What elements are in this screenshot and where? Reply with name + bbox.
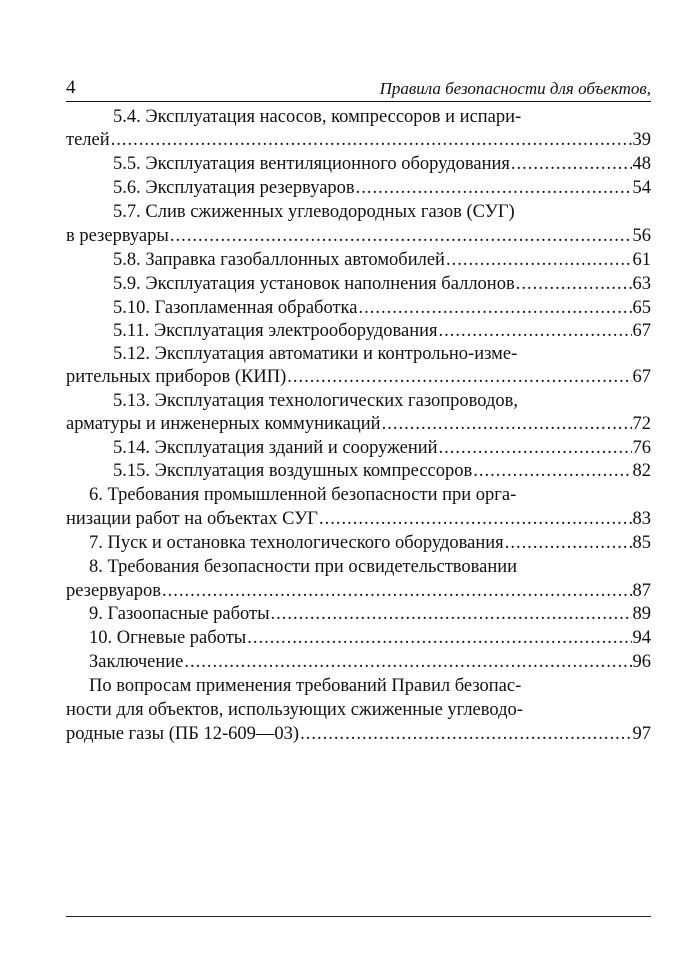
leader-dots: [162, 580, 631, 602]
toc-line: [113, 153, 651, 175]
toc-entry-text: 5.12. Эксплуатация автоматики и контрольно-изме-: [113, 344, 518, 364]
toc-line: [66, 366, 651, 388]
toc-entry-text: 10. Огневые работы: [89, 628, 247, 648]
toc-line: [113, 437, 651, 459]
toc-line: [89, 651, 651, 673]
leader-dots: [300, 723, 631, 745]
leader-dots: [184, 651, 631, 673]
toc-line: [89, 484, 651, 506]
toc-line: [66, 129, 651, 151]
toc-page-number: 48: [632, 154, 651, 174]
toc-line: [66, 699, 651, 721]
leader-dots: [247, 627, 631, 649]
toc-entry-text: 5.4. Эксплуатация насосов, компрессоров и испари-: [113, 107, 522, 127]
toc-page-number: 85: [632, 533, 651, 553]
toc-page-number: 89: [632, 604, 651, 624]
toc-line: [113, 460, 651, 482]
toc-line: [113, 320, 651, 342]
toc-entry-text: резервуаров: [66, 581, 162, 601]
leader-dots: [358, 297, 631, 319]
leader-dots: [287, 366, 631, 388]
toc-page-number: 54: [632, 178, 651, 198]
leader-dots: [446, 249, 632, 271]
toc-page-number: 72: [632, 414, 651, 434]
toc-entry-text: рительных приборов (КИП): [66, 367, 287, 387]
toc-entry-text: 5.14. Эксплуатация зданий и сооружений: [113, 438, 438, 458]
toc-entry-text: 5.13. Эксплуатация технологических газопроводов,: [113, 391, 519, 411]
toc-page-number: 97: [632, 724, 651, 744]
leader-dots: [439, 320, 632, 342]
leader-dots: [271, 603, 632, 625]
leader-dots: [356, 177, 632, 199]
toc-line: [113, 106, 651, 128]
toc-entry-text: 5.7. Слив сжиженных углеводородных газов (СУГ): [113, 202, 515, 222]
toc-line: [113, 343, 651, 365]
leader-dots: [319, 508, 632, 530]
toc-page-number: 67: [632, 321, 651, 341]
toc-line: [89, 627, 651, 649]
toc-page-number: 61: [632, 250, 651, 270]
toc-page-number: 39: [632, 130, 651, 150]
toc-page-number: 67: [632, 367, 651, 387]
toc-entry-text: 5.6. Эксплуатация резервуаров: [113, 178, 355, 198]
toc-line: [113, 201, 651, 223]
toc-entry-text: 7. Пуск и остановка технологического оборудования: [89, 533, 504, 553]
toc-entry-text: родные газы (ПБ 12-609—03): [66, 724, 300, 744]
toc-line: [113, 177, 651, 199]
toc-entry-text: ности для объектов, использующих сжиженные углеводо-: [66, 700, 523, 720]
toc-entry-text: низации работ на объектах СУГ: [66, 509, 318, 529]
toc-line: [66, 508, 651, 530]
leader-dots: [111, 129, 632, 151]
footer-rule: [66, 916, 651, 917]
toc-line: [89, 603, 651, 625]
leader-dots: [511, 153, 632, 175]
toc-entry-text: 5.5. Эксплуатация вентиляционного оборудования: [113, 154, 510, 174]
toc-line: [66, 580, 651, 602]
leader-dots: [473, 460, 631, 482]
leader-dots: [505, 532, 632, 554]
toc-entry-text: 8. Требования безопасности при освидетельствовании: [89, 557, 518, 577]
toc-page-number: 63: [632, 274, 651, 294]
toc-entry-text: 5.15. Эксплуатация воздушных компрессоров: [113, 461, 473, 481]
page-number: 4: [66, 77, 76, 98]
leader-dots: [439, 437, 632, 459]
toc-page-number: 76: [632, 438, 651, 458]
toc-page-number: 82: [632, 461, 651, 481]
toc-entry-text: 5.8. Заправка газобаллонных автомобилей: [113, 250, 445, 270]
toc-entry-text: 9. Газоопасные работы: [89, 604, 270, 624]
leader-dots: [516, 273, 632, 295]
leader-dots: [170, 225, 632, 247]
toc-entry-text: 6. Требования промышленной безопасности при орга-: [89, 485, 517, 505]
toc-page-number: 65: [632, 298, 651, 318]
toc-entry-text: Заключение: [89, 652, 184, 672]
toc-page-number: 83: [632, 509, 651, 529]
toc-line: [113, 273, 651, 295]
toc-line: [66, 723, 651, 745]
toc-page-number: 87: [632, 581, 651, 601]
toc-entry-text: арматуры и инженерных коммуникаций: [66, 414, 381, 434]
toc-entry-text: 5.11. Эксплуатация электрооборудования: [113, 321, 438, 341]
running-title: Правила безопасности для объектов,: [379, 79, 651, 98]
toc-line: [66, 413, 651, 435]
page-header: [66, 79, 651, 102]
toc-entry-text: 5.10. Газопламенная обработка: [113, 298, 358, 318]
toc-entry-text: 5.9. Эксплуатация установок наполнения баллонов: [113, 274, 515, 294]
toc-line: [89, 556, 651, 578]
toc-page-number: 56: [632, 226, 651, 246]
toc-entry-text: в резервуары: [66, 226, 169, 246]
toc-line: [89, 532, 651, 554]
leader-dots: [382, 413, 632, 435]
toc-entry-text: По вопросам применения требований Правил безопас-: [89, 676, 522, 696]
toc-line: [113, 297, 651, 319]
toc-page-number: 96: [632, 652, 651, 672]
toc-line: [113, 249, 651, 271]
toc-line: [113, 390, 651, 412]
toc-entry-text: телей: [66, 130, 110, 150]
toc-line: [89, 675, 651, 697]
toc-line: [66, 225, 651, 247]
toc-page-number: 94: [632, 628, 651, 648]
